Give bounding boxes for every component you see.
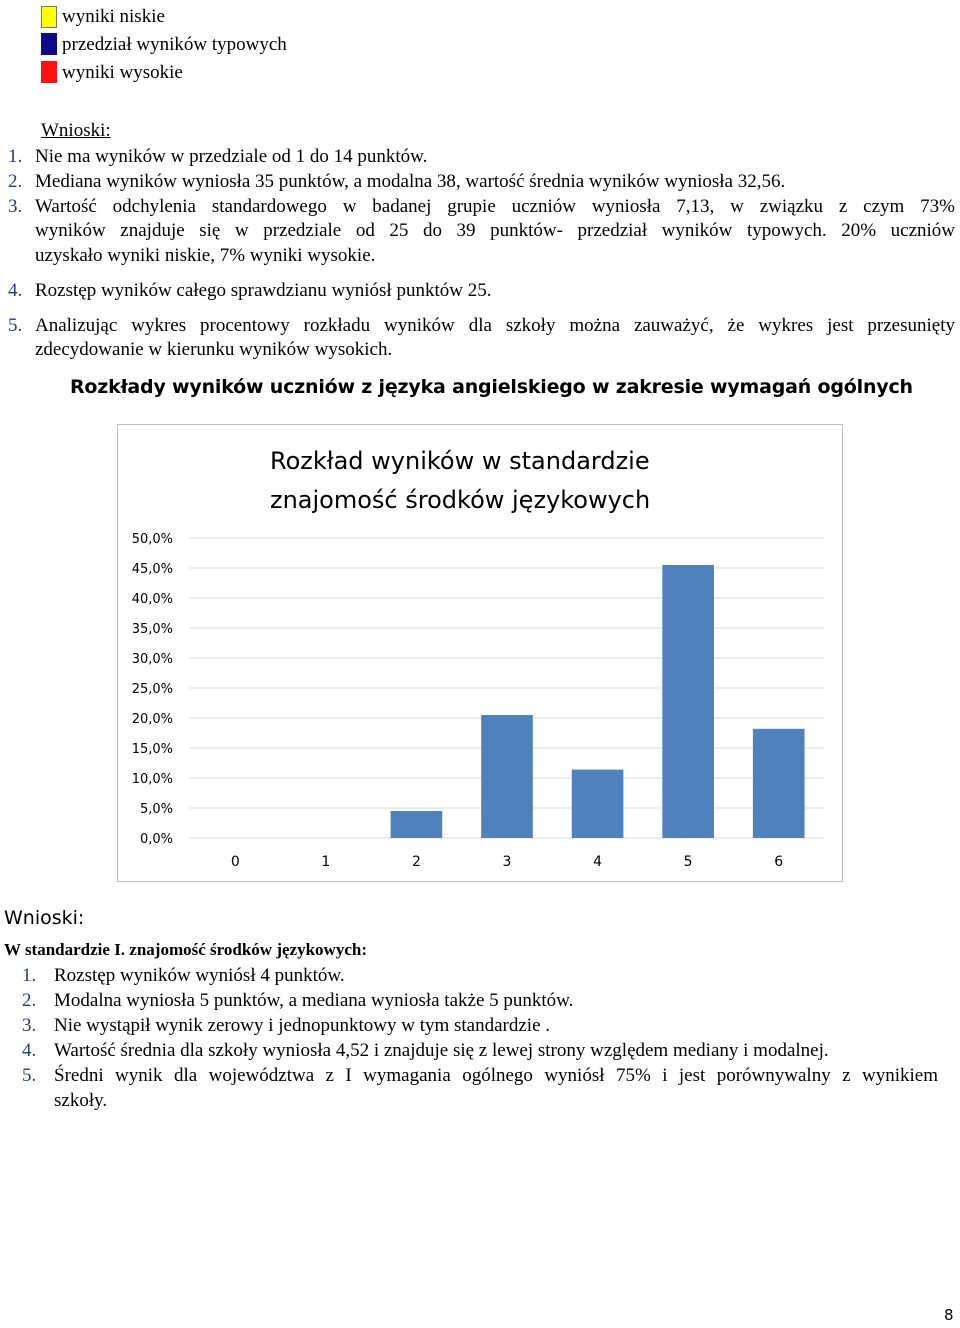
chart-title-line-2: znajomość środków językowych: [270, 486, 651, 514]
list-number: 5.: [8, 315, 23, 336]
bar-3: [481, 715, 533, 838]
legend-label-low: wyniki niskie: [62, 6, 165, 27]
bar-2: [391, 811, 443, 838]
y-tick-label: 10,0%: [131, 772, 173, 787]
chart-title-line-1: Rozkład wyników w standardzie: [270, 447, 650, 475]
legend-label-high: wyniki wysokie: [62, 62, 183, 83]
list-item: Nie wystąpił wynik zerowy i jednopunktowy w tym standardzie .: [54, 1015, 551, 1036]
list-item-line: Analizując wykres procentowy rozkładu wyników dla szkoły można zauważyć, że wykres jest przesunięty: [35, 315, 955, 336]
x-tick-label: 4: [593, 854, 603, 870]
list-item-line: uzyskało wyniki niskie, 7% wyniki wysokie.: [35, 245, 376, 266]
y-tick-label: 30,0%: [131, 652, 173, 667]
y-tick-label: 35,0%: [131, 622, 173, 637]
legend-swatch-typical: [41, 33, 57, 55]
chart-frame: [117, 424, 843, 882]
page-number: 8: [944, 1306, 954, 1324]
list-number: 5.: [22, 1065, 37, 1086]
list-number: 3.: [8, 196, 23, 217]
y-tick-label: 5,0%: [139, 802, 173, 817]
list-number: 1.: [22, 965, 37, 986]
bar-chart: [118, 425, 844, 883]
list-item: Modalna wyniosła 5 punktów, a mediana wyniosła także 5 punktów.: [54, 990, 574, 1011]
list-number: 3.: [22, 1015, 37, 1036]
list-number: 4.: [8, 280, 23, 301]
y-tick-label: 40,0%: [131, 592, 173, 607]
bar-6: [753, 729, 805, 838]
section-title: Rozkłady wyników uczniów z języka angielskiego w zakresie wymagań ogólnych: [70, 376, 913, 398]
list-item-line: wyników znajduje się w przedziale od 25 do 39 punktów- przedział wyników typowych. 20% uczniów: [35, 220, 955, 241]
list-number: 4.: [22, 1040, 37, 1061]
y-tick-label: 0,0%: [139, 832, 173, 847]
x-tick-label: 0: [230, 854, 240, 870]
list-item: Nie ma wyników w przedziale od 1 do 14 punktów.: [35, 146, 428, 167]
list-item: Rozstęp wyników wyniósł 4 punktów.: [54, 965, 345, 986]
y-tick-label: 45,0%: [131, 562, 173, 577]
list-number: 2.: [8, 171, 23, 192]
conclusions-subheading: W standardzie I. znajomość środków językowych:: [4, 940, 367, 959]
x-tick-label: 3: [502, 854, 512, 870]
y-tick-label: 15,0%: [131, 742, 173, 757]
list-item: Rozstęp wyników całego sprawdzianu wyniósł punktów 25.: [35, 280, 492, 301]
list-item-line: zdecydowanie w kierunku wyników wysokich.: [35, 339, 393, 360]
x-tick-label: 5: [683, 854, 693, 870]
y-tick-label: 50,0%: [131, 532, 173, 547]
x-tick-label: 2: [411, 854, 421, 870]
bar-4: [572, 770, 624, 838]
list-number: 1.: [8, 146, 23, 167]
list-item: Wartość średnia dla szkoły wyniosła 4,52 i znajduje się z lewej strony względem mediany i modalnej.: [54, 1040, 829, 1061]
y-tick-label: 25,0%: [131, 682, 173, 697]
legend-swatch-low: [41, 6, 57, 28]
legend-label-typical: przedział wyników typowych: [62, 34, 287, 55]
x-tick-label: 1: [321, 854, 331, 870]
list-item-line: Wartość odchylenia standardowego w badanej grupie uczniów wyniosła 7,13, w związku z czym 73%: [35, 196, 955, 217]
x-tick-label: 6: [774, 854, 784, 870]
bar-5: [662, 565, 714, 838]
y-tick-label: 20,0%: [131, 712, 173, 727]
list-item: Mediana wyników wyniosła 35 punktów, a modalna 38, wartość średnia wyników wyniosła 32,56.: [35, 171, 786, 192]
legend-swatch-high: [41, 61, 57, 83]
list-item-line: Średni wynik dla województwa z I wymagania ogólnego wyniósł 75% i jest porównywalny z wynikiem: [54, 1065, 938, 1086]
conclusions-heading: Wnioski:: [41, 120, 111, 141]
list-number: 2.: [22, 990, 37, 1011]
conclusions-heading: Wnioski:: [4, 907, 85, 929]
list-item-line: szkoły.: [54, 1090, 108, 1111]
